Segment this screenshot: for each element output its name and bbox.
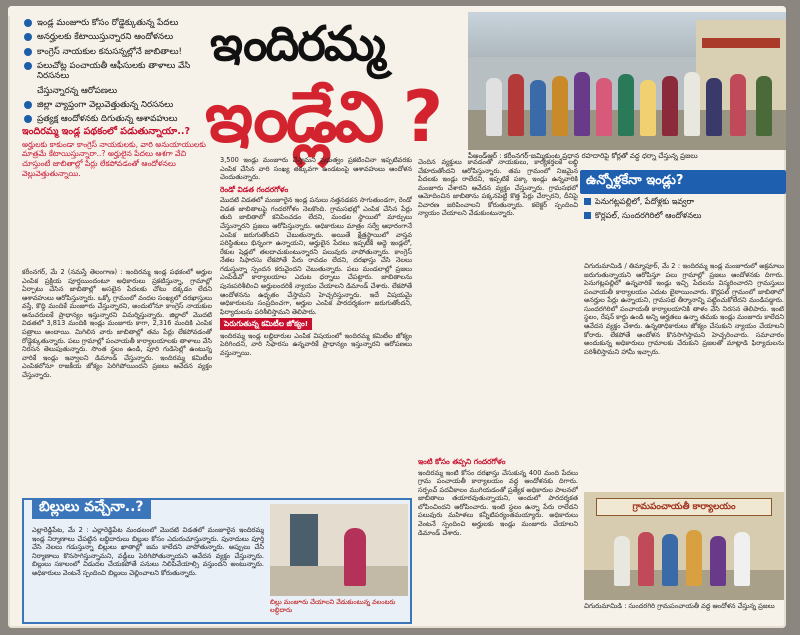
newspaper-page: [8, 6, 786, 628]
lead-paragraph: [22, 126, 214, 179]
lead-title: ఇందిరమ్మ ఇండ్ల పథకంలో పడుతున్నాయా..?: [22, 126, 191, 137]
person-figure: [662, 534, 678, 586]
square-bullet-icon: [584, 198, 591, 205]
person-figure: [706, 78, 722, 136]
article-column-3: చెందిన వ్యక్తులు కావడంతో నాయకులు, కార్యకర్తలకే లబ్ధి చేకూరుతోందని ఆరోపిస్తున్నారు. తమ గ్రామంలో నిజమైన పేదలకు ఇండ్లు రాలేదని, ఇప్పటికే పక్కా ఇండ్లు ఉన్నవారికి మంజూరు చేశారని ఆవేదన వ్యక్తం చేస్తున్నారు. గ్రామసభలో ఆమోదించిన జాబితాను పక్కనపెట్టి కొత్త పేర్లు చేర్చారని, దీనిపై విచారణ జరిపించాలని కోరుతున్నారు. కలెక్టర్ స్పందించి న్యాయం చేయాలని వేడుకుంటున్నారు.: [418, 158, 578, 218]
person-figure: [734, 532, 750, 586]
person-figure: [344, 528, 366, 586]
person-figure: [614, 536, 630, 586]
photo-caption: చిగురుమామిడి : సుందరగిరి గ్రామపంచాయతీ వద్ద ఆందోళన చేస్తున్న ప్రజలు: [584, 602, 775, 610]
highlight-item: పలుచోట్ల పంచాయతీ ఆఫీసులకు తాళాలు వేసి నిరసనలు: [24, 61, 204, 82]
square-bullet-icon: [584, 212, 591, 219]
person-figure: [730, 74, 746, 136]
office-signboard: గ్రామపంచాయతీ కార్యాలయం: [596, 498, 772, 516]
bills-text: ఎల్లారెడ్డిపేట, మే 2 : ఎల్లారెడ్డిపేట మండలంలో మొదటి విడతలో మంజూరైన ఇందిరమ్మ ఇండ్ల నిర్మాణాలు చేపట్టిన లబ్ధిదారులు బిల్లుల కోసం ఎదురుచూస్తున్నారు. పునాదులు పూర్తి చేసి నెలలు గడుస్తున్నా బిల్లులు ఖాతాల్లో జమ కాలేదని వాపోతున్నారు. అప్పులు చేసి నిర్మాణాలు కొనసాగిస్తున్నామని, వడ్డీలు పెరిగిపోతున్నాయని ఆవేదన వ్యక్తం చేస్తున్నారు. బిల్లులు సకాలంలో విడుదల చేయకపోతే పనులు నిలిపివేయాల్సి వస్తుందని అంటున్నారు. అధికారులు వెంటనే స్పందించి బిల్లులు చెల్లించాలని కోరుతున్నారు.: [32, 526, 264, 577]
person-figure: [574, 72, 590, 136]
person-figure: [662, 76, 678, 136]
paragraph: మొదటి విడతలో మంజూరైన ఇండ్ల పనులు నత్తనడకన సాగుతుండగా, రెండో విడత జాబితాలపై గందరగోళం నెలకొంది. గ్రామసభల్లో ఎంపిక చేసిన పేర్లు తుది జాబితాలో కనిపించడం లేదని, మండల స్థాయిలో మార్పులు చేస్తున్నారని ప్రజలు ఆరోపిస్తున్నారు. అధికారులు మాత్రం సర్వే ఆధారంగానే ఎంపిక జరుగుతోందని చెబుతున్నారు. అయితే క్షేత్రస్థాయిలో వాస్తవ పరిస్థితులు భిన్నంగా ఉన్నాయని, అర్హులైన పేదలు ఇప్పటికీ అద్దె ఇండ్లలో, రేకుల షెడ్లలో తలదాచుకుంటున్నారని పలువురు వాపోతున్నారు. కాంగ్రెస్ నేతల సిఫారసు లేకపోతే పేరు రావడం లేదని, దరఖాస్తు చేసి నెలలు గడుస్తున్నా స్పందన కరువైందని చెబుతున్నారు. పలు మండలాల్లో ప్రజలు ఎంపీడీవో కార్యాలయాల ఎదుట ధర్నాలు చేపట్టారు. జాబితాలను పునఃపరిశీలించి అర్హులందరికీ న్యాయం చేయాలని డిమాండ్ చేశారు. లేకపోతే ఆందోళనను ఉధృతం చేస్తామని హెచ్చరిస్తున్నారు. ఇదే విషయమై అధికారులను సంప్రదించగా, అర్హుల ఎంపిక పారదర్శకంగా జరుగుతోందని, ఫిర్యాదులను పరిశీలిస్తామని తెలిపారు.: [220, 196, 412, 316]
subheading: పెరుగుతున్న కమిటీల జోక్యం!: [220, 318, 312, 330]
sidebar-title: ఉన్నోళ్లకేనా ఇండ్లు?: [580, 170, 786, 194]
subheading: రెండో విడత గందరగోళం: [220, 184, 289, 194]
person-figure: [508, 74, 524, 136]
person-figure: [638, 532, 654, 586]
highlights-list: [24, 18, 204, 129]
person-figure: [596, 78, 612, 136]
person-figure: [686, 530, 702, 586]
highlight-item: ప్రత్యక్ష ఆందోళనకు దిగుతున్న ఆశావహులు: [24, 114, 204, 124]
subheading: ఇంటి కోసం తప్పని గందరగోళం: [418, 457, 506, 466]
person-figure: [640, 80, 656, 136]
bills-box: [22, 498, 412, 624]
bullet-icon: [24, 101, 32, 109]
highlight-item: ఇండ్ల మంజూరు కోసం రోడ్డెక్కుతున్న పేదలు: [24, 18, 204, 28]
highlight-item: జిల్లా వ్యాప్తంగా వెల్లువెత్తుతున్న నిరసనలు: [24, 100, 204, 110]
sidebar-box: [580, 170, 786, 262]
highlight-item: అనర్హులకు కేటాయిస్తున్నారని ఆందోళనలు: [24, 32, 204, 42]
paragraph: ఇందిరమ్మ ఇంటి కోసం దరఖాస్తు చేసుకున్న 400 మంది పేదలు గ్రామ పంచాయతీ కార్యాలయం వద్ద ఆందోళనకు దిగారు. సర్పంచ్ పదవీకాలం ముగియడంతో ప్రత్యేక అధికారుల పాలనలో జాబితాలు తయారవుతున్నాయని, అందులో పారదర్శకత లోపించిందని ఆరోపించారు. ఇంటి స్థలం ఉన్నా పేరు రాలేదని పలువురు మహిళలు కన్నీటిపర్యంతమయ్యారు. అధికారులు వెంటనే స్పందించి అర్హులకు ఇండ్లు మంజూరు చేయాలని డిమాండ్ చేశారు.: [418, 468, 578, 537]
headline: [205, 10, 467, 160]
paragraph: 3,500 ఇండ్లు మంజూరు చేస్తామని ప్రభుత్వం ప్రకటించినా ఇప్పటివరకు ఎంపిక చేసిన వారి సంఖ్య తక్కువగా ఉండటంపై ఆశావహులు ఆందోళన చెందుతున్నారు.: [220, 156, 412, 182]
bills-title: బిల్లులు వచ్చేనా..?: [32, 498, 151, 519]
beneficiary-photo: [270, 504, 408, 596]
person-figure: [710, 536, 726, 586]
paragraph: ఇందిరమ్మ ఇండ్ల లబ్ధిదారుల ఎంపిక విషయంలో ఇందిరమ్మ కమిటీల జోక్యం పెరిగిందని, వారి సిఫారసు ఉన్నవారికే ప్రాధాన్యం ఇస్తున్నారని ఆరోపణలు వస్తున్నాయి.: [220, 331, 412, 357]
sidebar-item: కొర్లపల్, సుందరగిరిలో ఆందోళనలు: [584, 211, 786, 222]
article-column-1: కరీంనగర్, మే 2 (నమస్తే తెలంగాణ) : ఇందిరమ్మ ఇండ్ల పథకంలో అర్హుల ఎంపిక ప్రక్రియ పూర్తయిందంటూ అధికారులు ప్రకటిస్తున్నా, గ్రామాల్లో ఏర్పాటు చేసిన జాబితాల్లో అసలైన పేదలకు చోటు దక్కడం లేదని ఆశావహులు ఆరోపిస్తున్నారు. ఒక్కో గ్రామంలో వందల సంఖ్యలో దరఖాస్తులు వస్తే, కొద్ది మందికే మంజూరు చేస్తున్నారని, అందులోనూ కాంగ్రెస్ నాయకుల అనుచరులకే ప్రాధాన్యం ఇస్తున్నారని విమర్శిస్తున్నారు. జిల్లాలో మొదటి విడతలో 3,813 మందికి ఇండ్లు మంజూరు కాగా, 2,316 మందికి ఎంపిక పత్రాలు అందాయి. మిగిలిన వారు జాబితాల్లో తమ పేర్లు లేకపోవడంతో రోడ్డెక్కుతున్నారు. పలు గ్రామాల్లో పంచాయతీ కార్యాలయాలకు తాళాలు వేసి నిరసన తెలుపుతున్నారు. సొంత స్థలం ఉండి, పూరి గుడిసెల్లో ఉంటున్న వారికే ఇండ్లు ఇవ్వాలని డిమాండ్ చేస్తున్నారు. ఇందిరమ్మ కమిటీల ఎంపికలోనూ రాజకీయ జోక్యం పెరిగిపోయిందని ప్రజలు ఆవేదన వ్యక్తం చేస్తున్నారు.: [22, 268, 212, 379]
bullet-icon: [24, 19, 32, 27]
protest-photo: [468, 12, 786, 150]
bullet-icon: [24, 33, 32, 41]
person-figure: [756, 76, 772, 136]
person-figure: [552, 76, 568, 136]
headline-line-2: ఇండ్లేవి ?: [205, 76, 441, 158]
person-figure: [684, 72, 700, 136]
person-figure: [618, 74, 634, 136]
person-figure: [486, 78, 502, 136]
highlight-item: చేస్తున్నారన్న ఆరోపణలు: [37, 85, 118, 96]
photo-caption: పీఅండ్‌ఆర్ : కరీంనగర్‌-జమ్మికుంట ప్రధాన రహదారిపై కోర్లతో వద్ద ధర్నా చేస్తున్న ప్రజలు: [468, 152, 698, 160]
headline-line-1: ఇందిరమ్మ: [210, 16, 384, 72]
article-column-3-lower: [418, 454, 578, 624]
photo-caption: బిల్లు మంజూరు చేయాలని వేడుకుంటున్న వలంటరు లబ్ధిదారు: [270, 598, 396, 614]
bullet-icon: [24, 115, 32, 123]
article-column-4: చిగురుమామిడి / తిమ్మాపూర్, మే 2 : ఇందిరమ్మ ఇండ్ల మంజూరులో అక్రమాలు జరుగుతున్నాయని ఆరోపిస్తూ పలు గ్రామాల్లో ప్రజలు ఆందోళనకు దిగారు. పెనుగట్లపల్లిలో ఉన్నవారికే ఇండ్లు ఇచ్చి పేదలను విస్మరించారని గ్రామస్తులు పంచాయతీ కార్యాలయం ఎదుట బైఠాయించారు. కొర్లపల్ గ్రామంలో జాబితాలో అనర్హుల పేర్లు ఉన్నాయని, గ్రామసభ తీర్మానాన్ని పట్టించుకోలేదని మండిపడ్డారు. సుందరగిరిలో పంచాయతీ కార్యాలయానికి తాళం వేసి నిరసన తెలిపారు. ఇంటి స్థలం, రేషన్ కార్డు ఉండి అన్ని అర్హతలు ఉన్నా తమకు ఇండ్లు మంజూరు కాలేదని ఆవేదన వ్యక్తం చేశారు. ఉన్నతాధికారులు జోక్యం చేసుకుని న్యాయం చేయాలని కోరారు. లేకపోతే ఆందోళన కొనసాగిస్తామని హెచ్చరించారు. సమాచారం అందుకున్న అధికారులు గ్రామాలకు చేరుకుని ప్రజలతో మాట్లాడి ఫిర్యాదులను పరిశీలిస్తామని హామీ ఇచ్చారు.: [584, 262, 784, 356]
bullet-icon: [24, 62, 32, 70]
person-figure: [530, 80, 546, 136]
panchayat-office-photo: [584, 492, 784, 600]
lead-body: అర్హులకు కాకుండా కాంగ్రెస్ నాయకులకు, వారి అనుయాయులకు మాత్రమే కేటాయిస్తున్నారా..? అర్హులైన పేదలు ఆశగా వేచి చూస్తుంటే జాబితాల్లో పేర్లు లేకపోవడంతో ఆందోళనలు వెల్లువెత్తుతున్నాయి.: [22, 139, 206, 179]
highlight-item: కాంగ్రెస్ నాయకుల కనుసన్నల్లోనే జాబితాలు!: [24, 47, 204, 57]
bullet-icon: [24, 48, 32, 56]
sidebar-item: పెనుగట్లపల్లిలో, పేదోళ్లకు ఇవ్వరా: [584, 197, 786, 208]
